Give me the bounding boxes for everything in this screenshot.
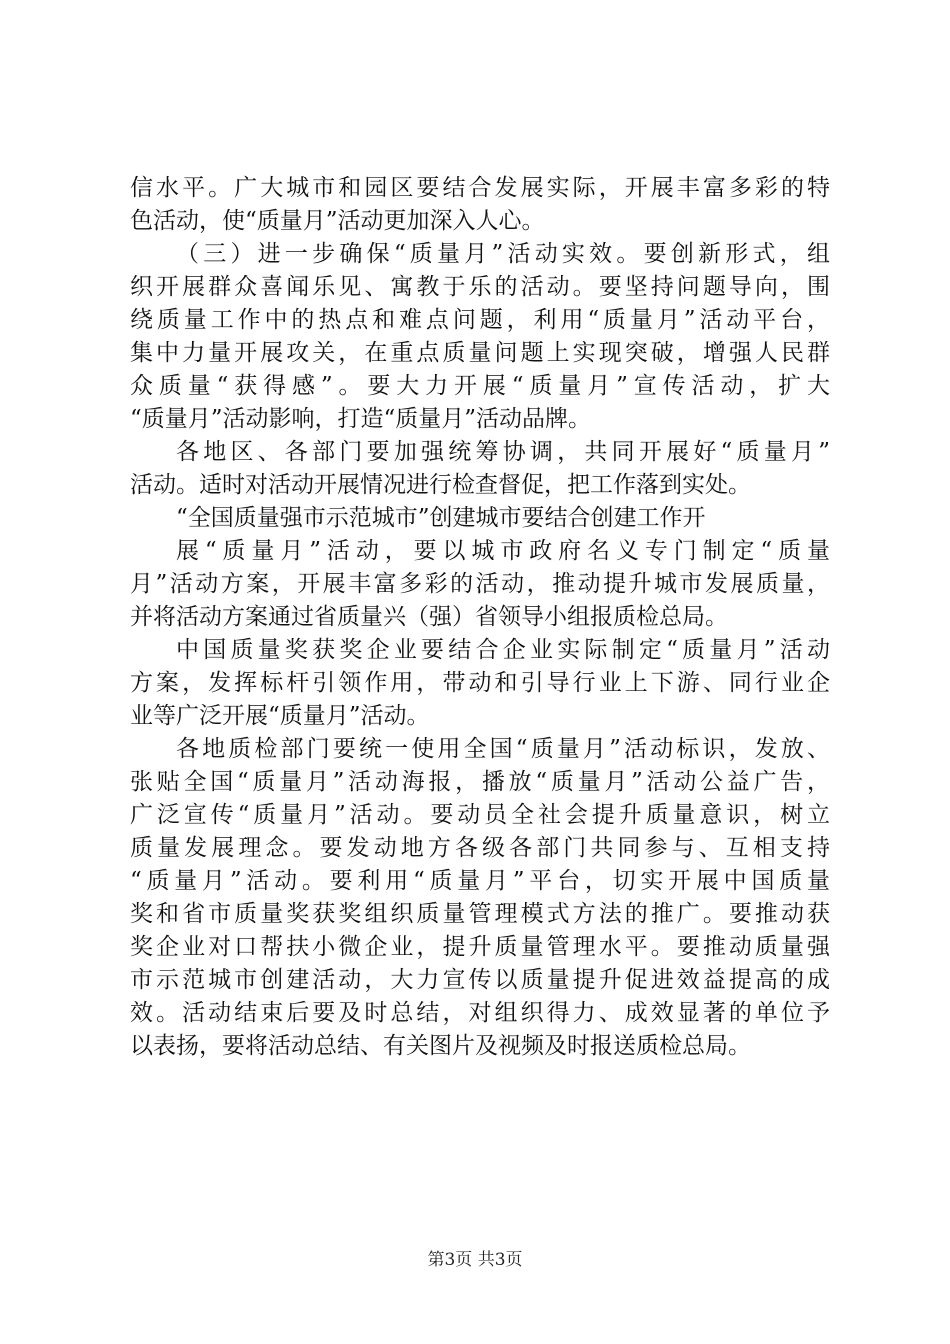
text-line: 信水平。广大城市和园区要结合发展实际，开展丰富多彩的特	[130, 175, 830, 201]
text-line: 色活动，使“质量月”活动更加深入人心。	[130, 208, 545, 234]
text-line: 集中力量开展攻关，在重点质量问题上实现突破，增强人民群	[130, 340, 830, 366]
text-line: 张贴全国“质量月”活动海报，播放“质量月”活动公益广告，	[130, 769, 830, 795]
page-number-footer: 第3页 共3页	[427, 1250, 523, 1270]
text-line: 众质量“获得感”。要大力开展“质量月”宣传活动，扩大	[130, 373, 830, 399]
text-line: 绕质量工作中的热点和难点问题，利用“质量月”活动平台，	[130, 307, 830, 333]
text-line: 业等广泛开展“质量月”活动。	[130, 703, 430, 729]
document-body	[130, 172, 830, 1063]
text-line: 并将活动方案通过省质量兴（强）省领导小组报质检总局。	[130, 604, 728, 630]
text-line: 月”活动方案，开展丰富多彩的活动，推动提升城市发展质量，	[130, 571, 830, 597]
text-line: 中国质量奖获奖企业要结合企业实际制定“质量月”活动	[176, 637, 830, 663]
text-line: “全国质量强市示范城市”创建城市要结合创建工作开	[176, 505, 706, 531]
text-line: 各地质检部门要统一使用全国“质量月”活动标识，发放、	[176, 736, 830, 762]
text-line: “质量月”活动。要利用“质量月”平台，切实开展中国质量	[130, 868, 830, 894]
text-line: 方案，发挥标杆引领作用，带动和引导行业上下游、同行业企	[130, 670, 830, 696]
text-line: “质量月”活动影响，打造“质量月”活动品牌。	[130, 406, 592, 432]
text-line: 织开展群众喜闻乐见、寓教于乐的活动。要坚持问题导向，围	[130, 274, 830, 300]
text-line: 奖和省市质量奖获奖组织质量管理模式方法的推广。要推动获	[130, 901, 830, 927]
text-line: 广泛宣传“质量月”活动。要动员全社会提升质量意识，树立	[130, 802, 830, 828]
text-line: 活动。适时对活动开展情况进行检查督促，把工作落到实处。	[130, 472, 751, 498]
text-line: 效。活动结束后要及时总结，对组织得力、成效显著的单位予	[130, 1000, 830, 1026]
text-line: 奖企业对口帮扶小微企业，提升质量管理水平。要推动质量强	[130, 934, 830, 960]
text-line: 以表扬，要将活动总结、有关图片及视频及时报送质检总局。	[130, 1033, 751, 1059]
text-line: 市示范城市创建活动，大力宣传以质量提升促进效益提高的成	[130, 967, 830, 993]
text-line: （三）进一步确保“质量月”活动实效。要创新形式，组	[176, 241, 830, 267]
text-line: 展“质量月”活动，要以城市政府名义专门制定“质量	[176, 538, 830, 564]
text-line: 各地区、各部门要加强统筹协调，共同开展好“质量月”	[176, 439, 830, 465]
text-line: 质量发展理念。要发动地方各级各部门共同参与、互相支持	[130, 835, 830, 861]
